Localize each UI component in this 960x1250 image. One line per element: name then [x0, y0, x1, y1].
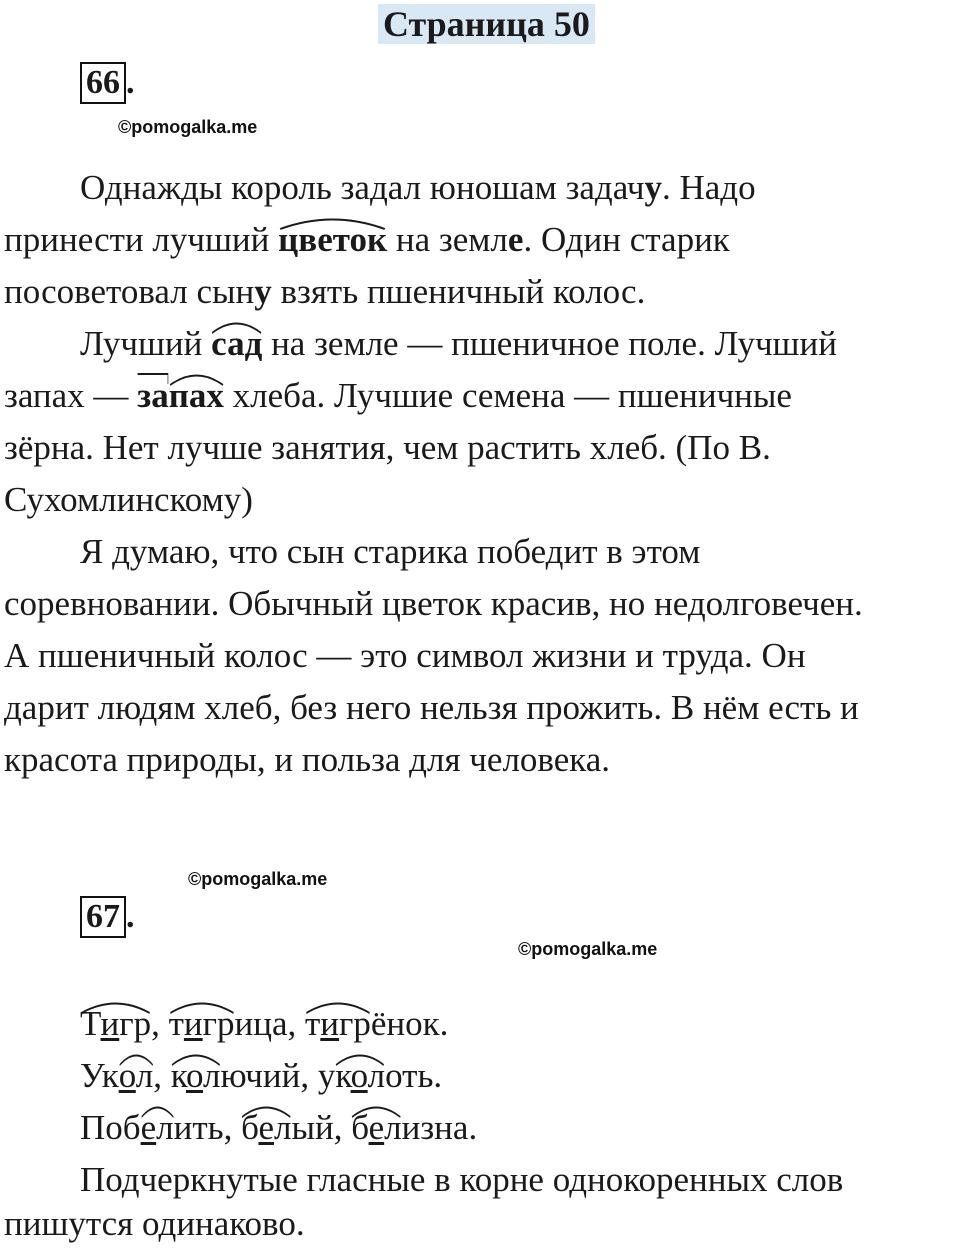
- root-marked-word: тигр: [169, 998, 235, 1050]
- root-marked-word: Тигр: [80, 998, 151, 1050]
- prefix-marked-word: [137, 376, 224, 415]
- task-67-number-box: 67: [80, 896, 126, 938]
- root-marked-word: кол: [171, 1050, 221, 1102]
- ending-highlight: е: [507, 220, 524, 259]
- prefix-line-mark: [137, 372, 169, 386]
- root-marked-word: кол: [335, 1050, 385, 1102]
- watermark: ©pomogalka.me: [188, 869, 328, 889]
- prefix-mark: за: [137, 370, 169, 422]
- root-marked-word: бел: [241, 1102, 291, 1154]
- text-line: Лучший сад на земле — пшеничное поле. Лучший: [80, 318, 837, 370]
- root-arc-mark: [335, 1052, 385, 1066]
- root-marked-word: ол: [119, 1050, 154, 1102]
- root-arc-mark: [351, 1104, 401, 1118]
- text-line: зёрна. Нет лучше занятия, чем растить хлеб. (По В.: [4, 428, 771, 467]
- underlined-vowel: е: [368, 1108, 385, 1147]
- text-line: пишутся одинаково.: [4, 1204, 305, 1243]
- underlined-vowel: е: [140, 1108, 157, 1147]
- underlined-vowel: и: [183, 1004, 203, 1043]
- text-line: Сухомлинскому): [4, 480, 253, 519]
- underlined-vowel: о: [350, 1056, 368, 1095]
- root-arc-mark: [278, 216, 387, 230]
- text-line: Подчеркнутые гласные в корне однокоренных слов: [80, 1160, 844, 1199]
- text-line: Я думаю, что сын старика победит в этом: [80, 532, 701, 571]
- root-mark: пах: [169, 370, 224, 422]
- root-marked-word: цветок: [278, 214, 387, 266]
- root-marked-word: сад: [211, 318, 262, 370]
- root-marked-word: бел: [351, 1102, 401, 1154]
- root-arc-mark: [169, 1000, 235, 1014]
- text-line: принести лучший цветок на земле. Один старик: [4, 214, 730, 266]
- root-arc-mark: [241, 1104, 291, 1118]
- task-67-number: [80, 896, 135, 934]
- page-title: Страница 50: [378, 4, 595, 44]
- root-marked-word: ел: [141, 1102, 174, 1154]
- root-arc-mark: [119, 1052, 154, 1066]
- root-arc-mark: [305, 1000, 371, 1014]
- ending-highlight: у: [254, 272, 272, 311]
- text-line: соревновании. Обычный цветок красив, но недолговечен.: [4, 584, 863, 623]
- ending-highlight: у: [644, 168, 662, 207]
- task-66-number-dot: .: [126, 64, 135, 101]
- underlined-vowel: и: [100, 1004, 120, 1043]
- root-marked-word: тигр: [305, 998, 371, 1050]
- root-arc-mark: [171, 1052, 221, 1066]
- text-line: посоветовал сыну взять пшеничный колос.: [4, 272, 646, 311]
- text-line: дарит людям хлеб, без него нельзя прожить. В нём есть и: [4, 688, 859, 727]
- text-line: А пшеничный колос — это символ жизни и труда. Он: [4, 636, 806, 675]
- underlined-vowel: о: [118, 1056, 136, 1095]
- word-row: Ук ол, колючий, у колоть.: [80, 1050, 442, 1102]
- root-arc-mark: [211, 320, 262, 334]
- text-line: Однажды король задал юношам задачу. Надо: [80, 168, 756, 207]
- text-line: запах — за пах хлеба. Лучшие семена — пшеничные: [4, 370, 792, 422]
- root-arc-mark: [169, 372, 224, 386]
- word-row: Тигр, тигрица, тигрёнок.: [80, 998, 448, 1050]
- task-66-number-box: 66: [80, 62, 126, 104]
- root-arc-mark: [80, 1000, 151, 1014]
- underlined-vowel: и: [320, 1004, 340, 1043]
- watermark: ©pomogalka.me: [118, 117, 258, 137]
- text-line: красота природы, и польза для человека.: [4, 740, 611, 779]
- root-arc-mark: [141, 1104, 174, 1118]
- underlined-vowel: о: [185, 1056, 204, 1095]
- underlined-vowel: е: [258, 1108, 275, 1147]
- task-66-number: [80, 62, 135, 100]
- watermark: ©pomogalka.me: [518, 939, 658, 959]
- word-row: Поб елить, белый, белизна.: [80, 1102, 477, 1154]
- task-67-number-dot: .: [126, 898, 135, 935]
